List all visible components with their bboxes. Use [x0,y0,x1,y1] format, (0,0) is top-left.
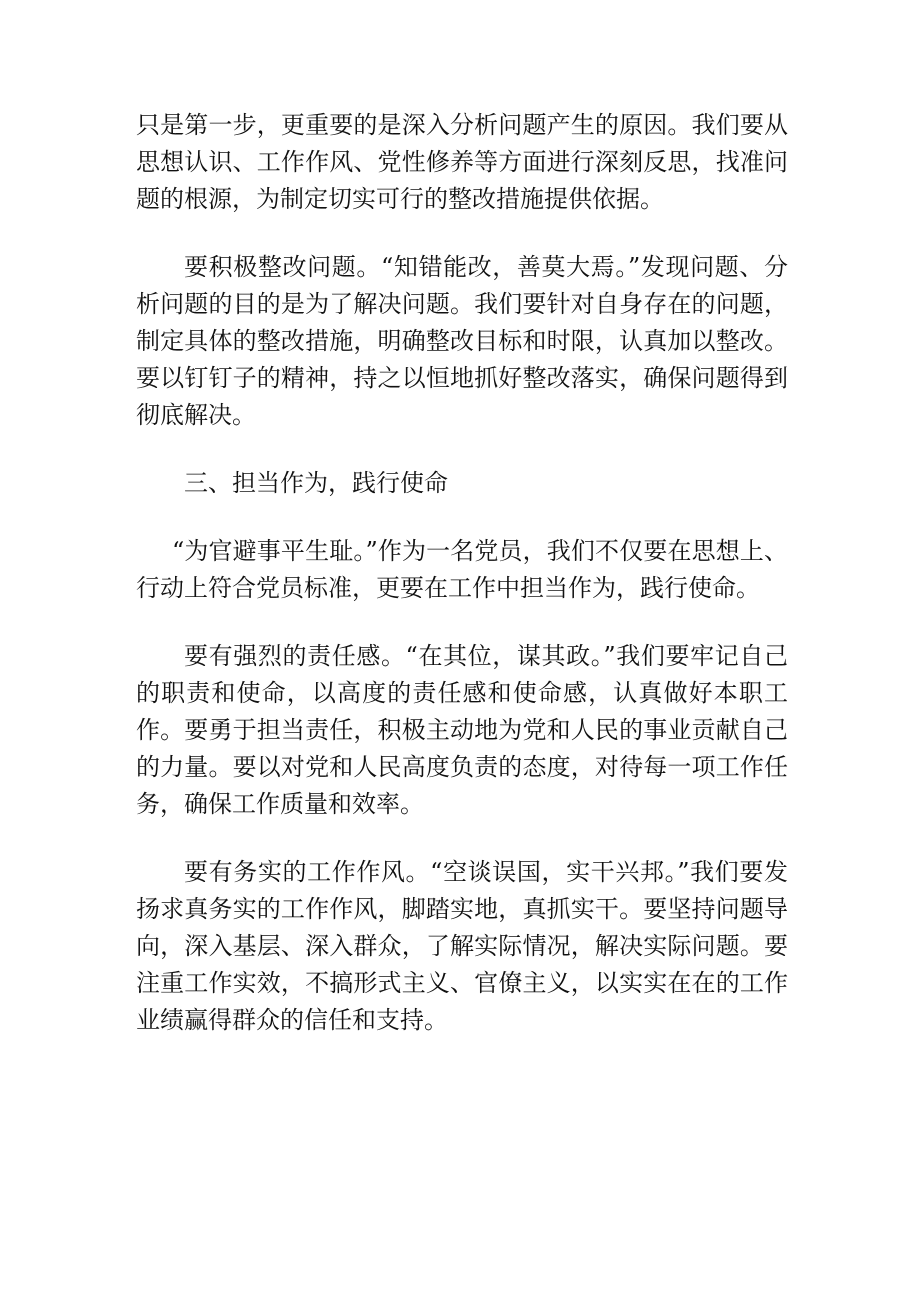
section-heading-3: 三、担当作为，践行使命 [184,469,448,497]
paragraph-rectify-problems: 要积极整改问题。“知错能改，善莫大焉。”发现问题、分析问题的目的是为了解决问题。我们要针对自身存在的问题，制定具体的整改措施，明确整改目标和时限，认真加以整改。要以钉钉子的精神，持之以恒地抓好整改落实，确保问题得到彻底解决。 [136,253,788,429]
paragraph-section-intro: “为官避事平生耻。”作为一名党员，我们不仅要在思想上、行动上符合党员标准，更要在工作中担当作为，践行使命。 [136,537,788,602]
paragraph-work-style: 要有务实的工作作风。“空谈误国，实干兴邦。”我们要发扬求真务实的工作作风，脚踏实地，真抓实干。要坚持问题导向，深入基层、深入群众，了解实际情况，解决实际问题。要注重工作实效，不搞形式主义、官僚主义，以实实在在的工作业绩赢得群众的信任和支持。 [136,858,788,1034]
paragraph-continuation: 只是第一步，更重要的是深入分析问题产生的原因。我们要从思想认识、工作作风、党性修养等方面进行深刻反思，找准问题的根源，为制定切实可行的整改措施提供依据。 [136,111,788,213]
paragraph-responsibility: 要有强烈的责任感。“在其位，谋其政。”我们要牢记自己的职责和使命，以高度的责任感和使命感，认真做好本职工作。要勇于担当责任，积极主动地为党和人民的事业贡献自己的力量。要以对党和人民高度负责的态度，对待每一项工作任务，确保工作质量和效率。 [136,642,788,818]
document-body [136,107,788,1070]
